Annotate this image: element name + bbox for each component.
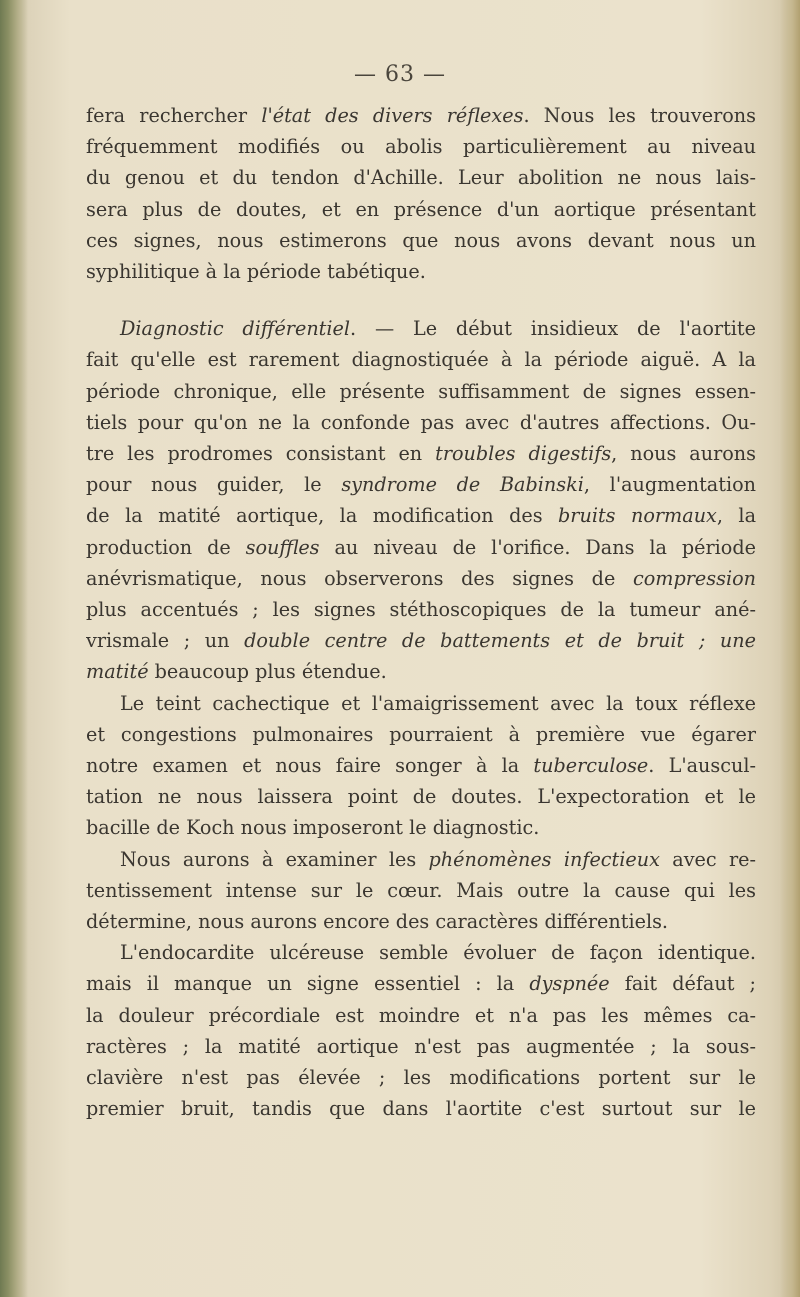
text-line xyxy=(86,1062,756,1093)
text-run: plus accentués ; les signes stéthoscopiques de la tumeur ané- xyxy=(86,598,756,622)
text-line xyxy=(86,100,756,131)
text-line xyxy=(86,563,756,594)
text-line xyxy=(86,844,756,875)
text-run: détermine, nous aurons encore des caractères différentiels. xyxy=(86,910,669,934)
text-line xyxy=(86,656,756,687)
text-run: bacille de Koch nous imposeront le diagnostic. xyxy=(86,816,540,840)
italic-term: dyspnée xyxy=(529,972,610,996)
text-line xyxy=(86,1000,756,1031)
page-number: — 63 — xyxy=(354,62,446,87)
text-line xyxy=(86,875,756,906)
page-left-edge xyxy=(0,0,28,1297)
text-line xyxy=(86,162,756,193)
text-run: au niveau de l'orifice. Dans la période xyxy=(319,535,756,559)
text-line xyxy=(86,256,756,287)
body-text xyxy=(86,100,756,1125)
text-run: ractères ; la matité aortique n'est pas augmentée ; la sous- xyxy=(86,1034,756,1058)
text-run: L'endocardite ulcéreuse semble évoluer de façon identique. xyxy=(120,941,756,965)
italic-term: phénomènes infectieux xyxy=(428,847,660,871)
italic-term: Diagnostic différentiel xyxy=(120,317,351,341)
text-run: fera rechercher xyxy=(86,104,262,127)
text-run: production de xyxy=(86,535,246,559)
text-run: fait défaut ; xyxy=(609,972,756,996)
text-line xyxy=(86,500,756,531)
text-run: syphilitique à la période tabétique. xyxy=(86,260,426,284)
text-run: tentissement intense sur le cœur. Mais outre la cause qui les xyxy=(86,878,756,902)
text-run: tation ne nous laissera point de doutes. L'expectoration et le xyxy=(86,785,756,809)
text-line xyxy=(86,968,756,999)
text-line xyxy=(86,313,756,344)
text-run: . Nous les trouverons xyxy=(523,104,756,127)
text-run: fait qu'elle est rarement diagnostiquée à la période aiguë. A la xyxy=(86,348,756,372)
text-line xyxy=(86,719,756,750)
page-right-edge xyxy=(780,0,800,1297)
text-run: , nous aurons xyxy=(611,442,756,466)
text-line xyxy=(86,937,756,968)
text-run: mais il manque un signe essentiel : la xyxy=(86,972,530,996)
paragraph-gap xyxy=(86,287,756,313)
italic-term: syndrome de Babinski xyxy=(341,473,584,497)
italic-term: troubles digestifs xyxy=(435,442,612,466)
text-run: période chronique, elle présente suffisamment de signes essen- xyxy=(86,379,756,403)
italic-term: matité xyxy=(86,660,149,684)
text-line xyxy=(86,438,756,469)
text-run: la douleur précordiale est moindre et n'a pas les mêmes ca- xyxy=(86,1003,756,1027)
text-line xyxy=(86,1031,756,1062)
text-run: clavière n'est pas élevée ; les modifications portent sur le xyxy=(86,1066,756,1090)
text-run: . L'auscul- xyxy=(648,754,756,778)
text-run: Nous aurons à examiner les xyxy=(120,847,429,871)
text-line xyxy=(86,812,756,843)
text-line xyxy=(86,469,756,500)
text-run: notre examen et nous faire songer à la xyxy=(86,754,534,778)
text-run: Le teint cachectique et l'amaigrissement avec la toux réflexe xyxy=(120,691,756,715)
text-line xyxy=(86,344,756,375)
text-run: . — Le début insidieux de l'aortite xyxy=(350,317,756,341)
italic-term: l'état des divers réflexes xyxy=(261,104,524,127)
text-run: tre les prodromes consistant en xyxy=(86,442,436,466)
text-line xyxy=(86,194,756,225)
text-run: pour nous guider, le xyxy=(86,473,342,497)
text-run: avec re- xyxy=(659,847,756,871)
text-run: de la matité aortique, la modification des xyxy=(86,504,559,528)
text-run: sera plus de doutes, et en présence d'un aortique présentant xyxy=(86,197,756,221)
text-line xyxy=(86,750,756,781)
italic-term: bruits normaux xyxy=(558,504,717,528)
text-line xyxy=(86,594,756,625)
italic-term: compression xyxy=(632,566,756,590)
text-line xyxy=(86,906,756,937)
italic-term: tuberculose xyxy=(533,754,649,778)
text-run: tiels pour qu'on ne la confonde pas avec d'autres affections. Ou- xyxy=(86,410,756,434)
text-line xyxy=(86,1093,756,1124)
italic-term: souffles xyxy=(245,535,320,559)
italic-term: double centre de battements et de bruit ; une xyxy=(244,629,756,653)
text-line xyxy=(86,407,756,438)
text-run: beaucoup plus étendue. xyxy=(148,660,387,684)
text-line xyxy=(86,225,756,256)
text-line xyxy=(86,688,756,719)
text-run: , l'augmentation xyxy=(583,473,756,497)
text-run: et congestions pulmonaires pourraient à première vue égarer xyxy=(86,722,756,746)
text-run: premier bruit, tandis que dans l'aortite c'est surtout sur le xyxy=(86,1097,756,1121)
text-line xyxy=(86,376,756,407)
text-run: ces signes, nous estimerons que nous avons devant nous un xyxy=(86,228,756,252)
text-line xyxy=(86,625,756,656)
text-line xyxy=(86,131,756,162)
text-line xyxy=(86,532,756,563)
text-run: fréquemment modifiés ou abolis particulièrement au niveau xyxy=(86,135,756,159)
text-run: du genou et du tendon d'Achille. Leur abolition ne nous lais- xyxy=(86,166,756,190)
text-run: vrismale ; un xyxy=(86,629,245,653)
text-line xyxy=(86,781,756,812)
text-run: , la xyxy=(716,504,756,528)
text-run: anévrismatique, nous observerons des signes de xyxy=(86,566,633,590)
